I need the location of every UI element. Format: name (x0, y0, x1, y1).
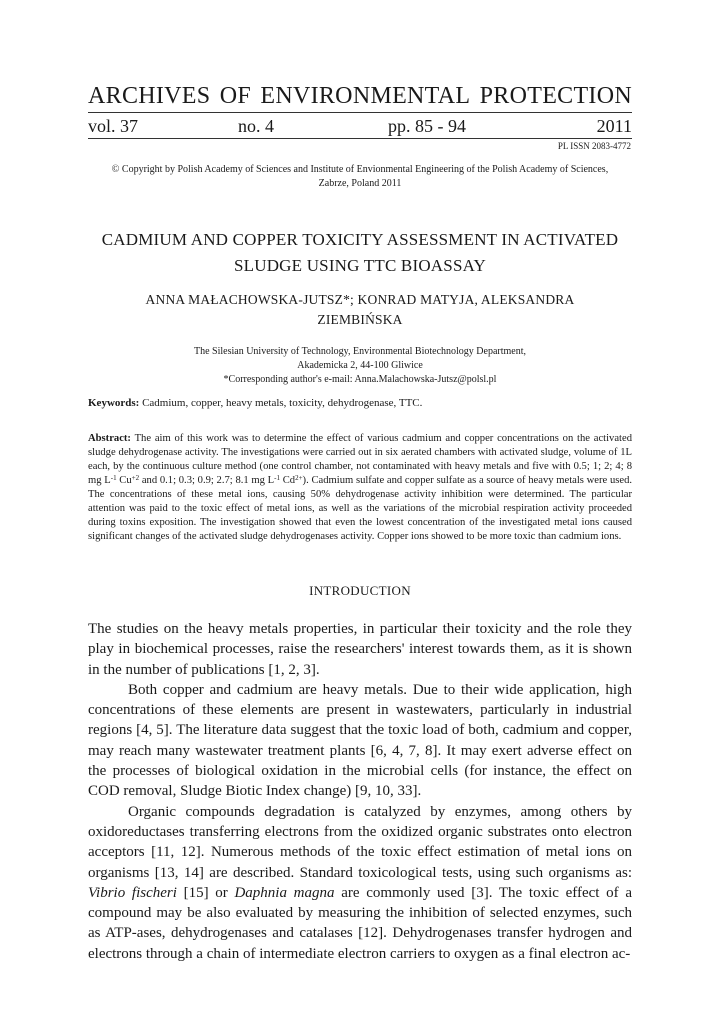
superscript: 2+ (295, 474, 303, 482)
article-title (88, 227, 632, 279)
journal-title-word: ARCHIVES (88, 83, 211, 109)
copyright-notice (88, 163, 632, 191)
paragraph-text: [15] or (176, 884, 235, 901)
introduction-body (88, 619, 632, 964)
superscript: +2 (131, 474, 140, 482)
superscript: -1 (110, 474, 117, 482)
author-line: ZIEMBIŃSKA (317, 312, 403, 327)
abstract (88, 432, 632, 544)
affiliation-line: The Silesian University of Technology, Environmental Biotechnology Department, (193, 346, 526, 357)
article-title-line: CADMIUM AND COPPER TOXICITY ASSESSMENT IN ACTIVATED (101, 230, 619, 249)
paragraph (88, 802, 632, 964)
abstract-label: Abstract: (88, 433, 131, 444)
paragraph: Both copper and cadmium are heavy metals. Due to their wide application, high concentrations of these elements are present in wastewaters, particularly in industrial regions [4, 5]. The literature data suggest that the toxic load of both, cadmium and copper, may reach many wastewater treatment plants [6, 4, 7, 8]. It may exert adverse effect on the processes of biological oxidation in the microbial cells (for instance, the effect on COD removal, Sludge Biotic Index change) [9, 10, 33]. (88, 681, 632, 800)
header-rule (88, 112, 632, 113)
year: 2011 (596, 116, 632, 136)
corresponding-author: *Corresponding author's e-mail: Anna.Malachowska-Jutsz@polsl.pl (223, 374, 497, 385)
author-list (88, 290, 632, 330)
abstract-text: Cu (116, 475, 132, 486)
superscript: -1 (274, 474, 280, 482)
section-heading: INTRODUCTION (309, 583, 411, 598)
copyright-line: Zabrze, Poland 2011 (318, 178, 402, 189)
paragraph-text: Organic compounds degradation is catalyzed by enzymes, among others by oxidoreductases transferring electrons from the oxidized organic substrates onto electron acceptors [11, 12]. Numerous methods of the toxic effect estimation of metal ions on organisms [13, 14] are described. Standard toxicological tests, using such organisms as: (88, 803, 632, 881)
abstract-text: Cd (280, 475, 296, 486)
abstract-text: ). Cadmium sulfate and copper sulfate as a source of heavy metals were used. The concentrations of these metal ions, causing 50% dehydrogenase activity inhibition were determined. The particular attention was paid to the toxic effect of metal ions, as well as the variations of the microbial respiration activity proceeded during toxins exposition. The investigation showed that even the lowest concentration of the investigated metal ions caused significant changes of the activated sludge dehydrogenases activity. Copper ions showed to be more toxic than cadmium ions. (88, 475, 633, 542)
journal-title-word: ENVIRONMENTAL (260, 83, 471, 109)
abstract-text: The aim of this work was to determine the effect of various cadmium and copper concentrations on the activated sludge dehydrogenase activity. The investigations were carried out in six aerated chambers with activated sludge, volume of 1L each, by the continuous culture method (one control chamber, not contaminated with heavy metals and five with 0.5; 1; 2; 4; 8 mg L (88, 433, 632, 486)
keywords (88, 396, 632, 411)
page-range: pp. 85 - 94 (388, 116, 466, 136)
abstract-text: and 0.1; 0.3; 0.9; 2.7; 8.1 mg L (139, 475, 275, 486)
keywords-label: Keywords: (88, 397, 140, 409)
issue-number: no. 4 (238, 116, 274, 136)
copyright-line: © Copyright by Polish Academy of Sciences and Institute of Envionmental Engineering of the Polish Academy of Sciences, (111, 164, 609, 175)
volume: vol. 37 (88, 116, 139, 136)
keywords-text: Cadmium, copper, heavy metals, toxicity, dehydrogenase, TTC. (142, 397, 423, 409)
journal-title-word: PROTECTION (479, 83, 632, 109)
species-name: Daphnia magna (234, 884, 335, 901)
species-name: Vibrio fischeri (88, 884, 177, 901)
affiliation-line: Akademicka 2, 44-100 Gliwice (297, 360, 423, 371)
paragraph-text: are commonly used [3]. The toxic effect of a compound may be also evaluated by measuring the inhibition of selected enzymes, such as ATP-ases, dehydrogenases and catalases [12]. Dehydrogenases transfer hydrogen and electrons through a chain of intermediate electron carriers to oxygen as a final electron ac- (88, 884, 632, 962)
journal-title-word: OF (219, 83, 252, 109)
author-line: ANNA MAŁACHOWSKA-JUTSZ*; KONRAD MATYJA, ALEKSANDRA (145, 292, 575, 307)
article-title-line: SLUDGE USING TTC BIOASSAY (233, 256, 486, 275)
issn: PL ISSN 2083-4772 (557, 141, 631, 151)
issue-info (88, 115, 632, 137)
paragraph: The studies on the heavy metals properties, in particular their toxicity and the role they play in biochemical processes, raise the researchers' interest towards them, as it is shown in the number of publications [1, 2, 3]. (88, 621, 632, 678)
journal-title (88, 82, 632, 110)
affiliation (88, 345, 632, 387)
issue-rule (88, 138, 632, 139)
